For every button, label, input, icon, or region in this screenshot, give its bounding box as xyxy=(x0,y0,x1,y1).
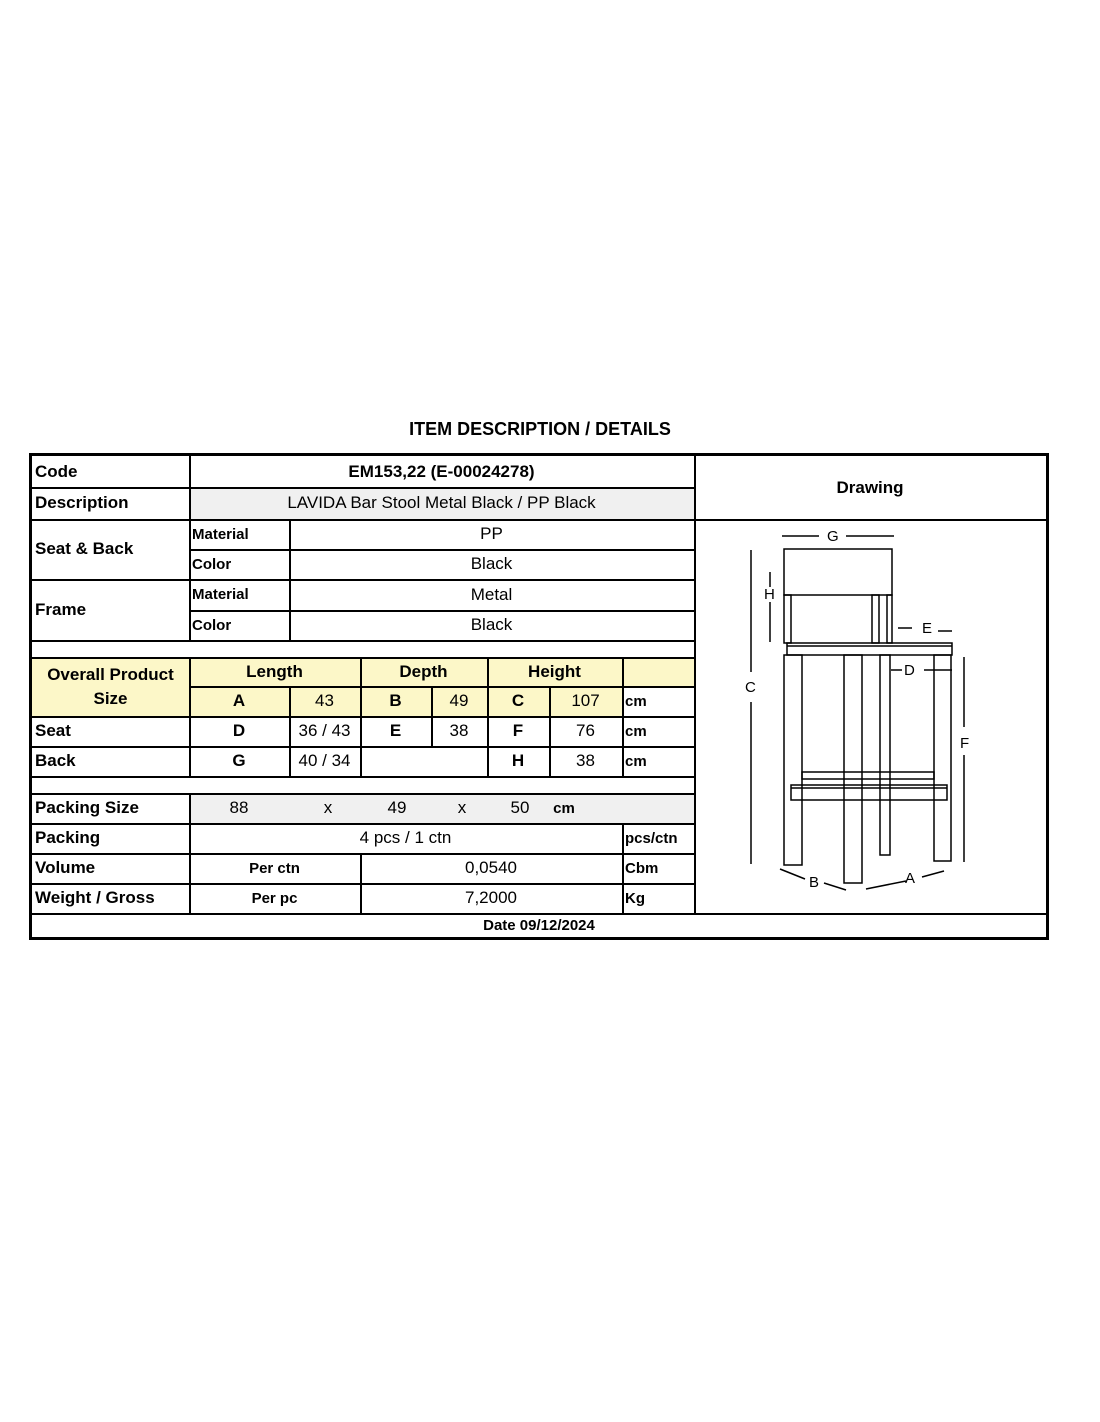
packing-size-x1: x xyxy=(323,798,333,817)
seat-unit: cm xyxy=(625,722,647,740)
drawing-label-a: A xyxy=(905,870,916,887)
dim-h-letter: H xyxy=(511,751,525,770)
drawing-label-e: E xyxy=(922,620,933,637)
dimension-lines xyxy=(751,536,964,890)
dim-f-letter: F xyxy=(512,721,524,740)
length-header: Length xyxy=(246,661,303,681)
dim-c-value: 107 xyxy=(571,691,600,710)
dim-a-letter: A xyxy=(232,691,246,710)
dim-c-letter: C xyxy=(511,691,525,710)
dim-g-value: 40 / 34 xyxy=(298,751,351,770)
volume-value: 0,0540 xyxy=(465,858,517,877)
seat-label: Seat xyxy=(35,721,71,740)
frame-color-label: Color xyxy=(192,616,232,634)
dim-f-value: 76 xyxy=(576,721,595,740)
depth-header: Depth xyxy=(399,661,448,681)
code-value: EM153,22 (E-00024278) xyxy=(348,461,535,481)
frame-color: Black xyxy=(470,615,513,634)
packing-label: Packing xyxy=(35,828,101,847)
weight-per: Per pc xyxy=(251,889,298,907)
weight-unit: Kg xyxy=(625,889,645,907)
dim-g-letter: G xyxy=(232,751,246,770)
drawing-label-h: H xyxy=(764,586,775,603)
dim-d-value: 36 / 43 xyxy=(298,721,351,740)
frame-material: Metal xyxy=(470,584,513,604)
drawing-label-b: B xyxy=(809,874,820,891)
weight-label: Weight / Gross xyxy=(35,888,155,907)
dim-d-letter: D xyxy=(232,721,246,740)
drawing-label-c: C xyxy=(745,679,756,696)
dim-h-value: 38 xyxy=(576,751,595,770)
packing-value: 4 pcs / 1 ctn xyxy=(359,828,452,847)
drawing-label-g: G xyxy=(827,528,839,545)
seat-back-label: Seat & Back xyxy=(35,539,134,558)
packing-size-label: Packing Size xyxy=(35,798,139,817)
packing-size-unit: cm xyxy=(553,799,575,817)
height-header: Height xyxy=(528,661,581,681)
size-label: Overall Product Size xyxy=(47,664,174,708)
description-value: LAVIDA Bar Stool Metal Black / PP Black xyxy=(287,493,596,512)
packing-size-height: 50 xyxy=(510,798,530,817)
volume-label: Volume xyxy=(35,858,96,877)
stool-drawing xyxy=(694,517,1046,912)
seat-back-color: Black xyxy=(470,554,513,573)
code-label: Code xyxy=(35,461,78,481)
packing-size-x2: x xyxy=(457,798,467,817)
description-label: Description xyxy=(35,493,129,512)
dim-b-value: 49 xyxy=(449,691,469,710)
packing-unit: pcs/ctn xyxy=(625,829,678,847)
drawing-label-f: F xyxy=(960,735,970,752)
overall-unit: cm xyxy=(625,692,647,710)
seat-back-material: PP xyxy=(480,524,503,543)
back-label: Back xyxy=(35,751,76,770)
seat-back-color-label: Color xyxy=(192,555,232,573)
volume-per: Per ctn xyxy=(249,859,300,877)
dim-a-value: 43 xyxy=(315,691,334,710)
back-unit: cm xyxy=(625,752,647,770)
weight-value: 7,2000 xyxy=(465,888,517,907)
frame-label: Frame xyxy=(35,599,87,619)
dim-b-letter: B xyxy=(389,691,402,710)
volume-unit: Cbm xyxy=(625,859,659,877)
page-title: ITEM DESCRIPTION / DETAILS xyxy=(409,419,671,439)
packing-size-length: 88 xyxy=(229,798,249,817)
seat-back-material-label: Material xyxy=(192,525,249,543)
frame-material-label: Material xyxy=(192,586,249,603)
dim-e-letter: E xyxy=(389,721,402,740)
packing-size-width: 49 xyxy=(387,798,407,817)
dim-e-value: 38 xyxy=(449,721,469,740)
drawing-label-d: D xyxy=(904,662,915,679)
stool-outline xyxy=(784,549,952,883)
drawing-header: Drawing xyxy=(836,477,904,497)
date: Date 09/12/2024 xyxy=(483,916,595,934)
